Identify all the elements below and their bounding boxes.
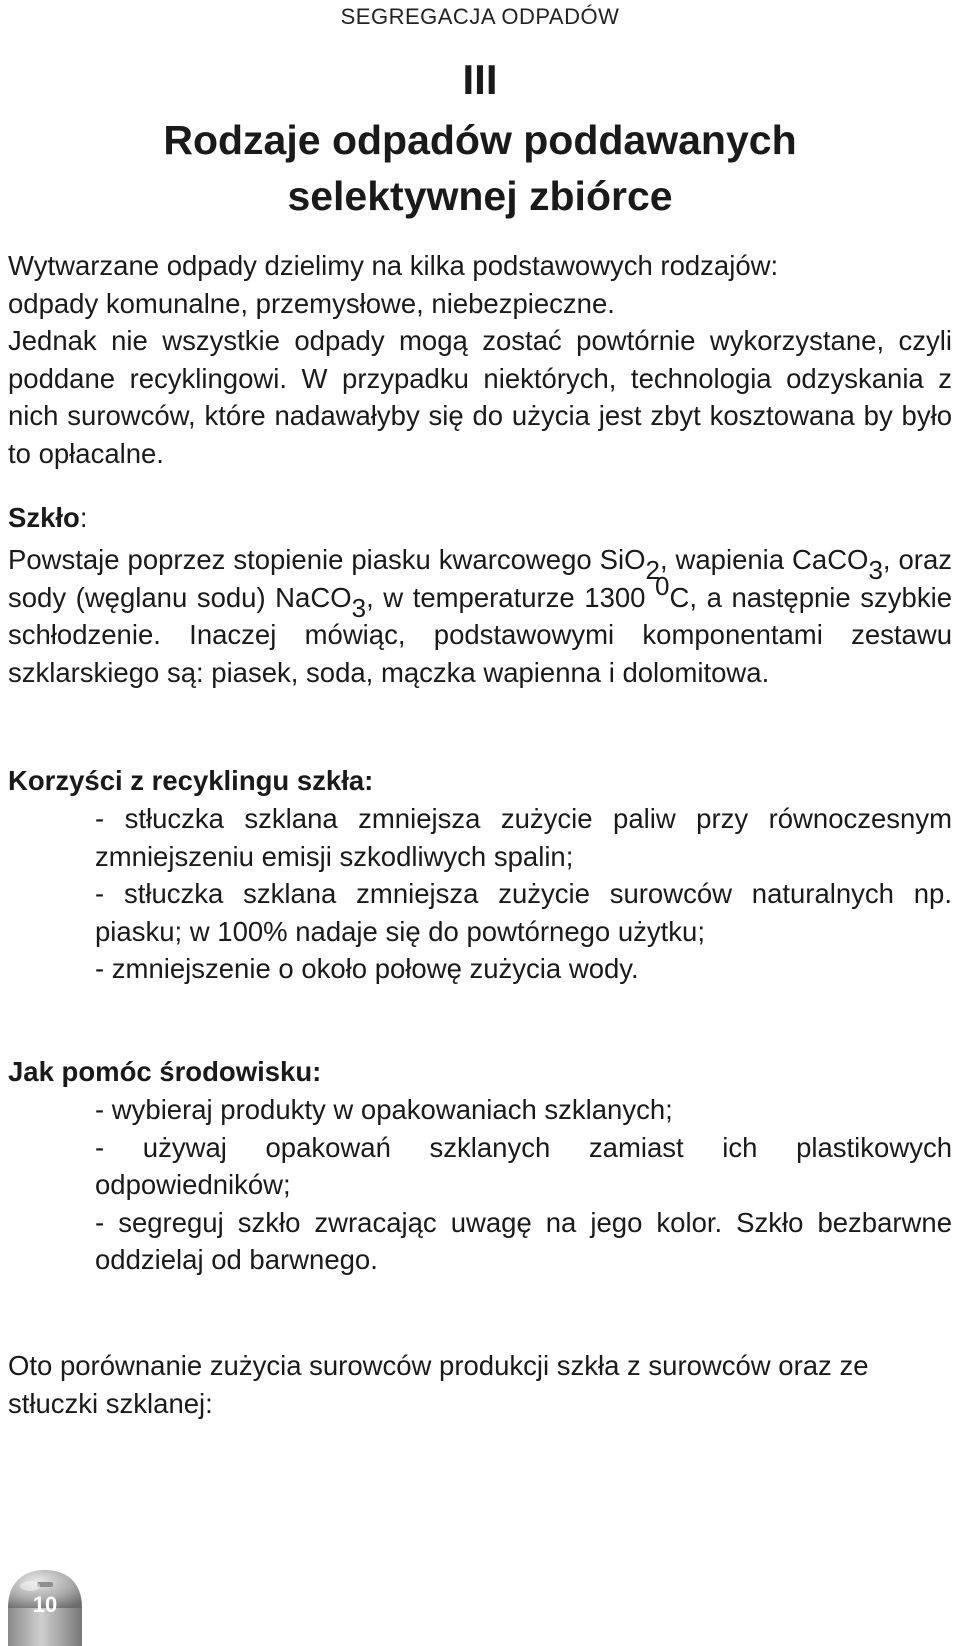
list-item: - stłuczka szklana zmniejsza zużycie surowców naturalnych np. piasku; w 100% nadaje się do powtórnego użytku; [95,878,952,947]
chapter-title [0,112,960,224]
glass-text: , w temperaturze 1300 [366,581,656,613]
comparison-paragraph: Oto porównanie zużycia surowców produkcji szkła z surowców oraz ze stłuczki szklanej: [8,1350,869,1419]
glass-heading-colon: : [79,502,88,533]
benefits-heading: Korzyści z recyklingu szkła: [8,765,374,796]
chapter-title-line: Rodzaje odpadów poddawanych [163,117,797,163]
glass-heading [8,502,87,534]
help-list [95,1091,952,1279]
list-item: - zmniejszenie o około połowę zużycia wody. [95,953,639,984]
glass-text: , wapienia CaCO [659,544,869,575]
intro-line: odpady komunalne, przemysłowe, niebezpieczne. [8,287,615,319]
subscript: 3 [868,555,883,585]
help-heading: Jak pomóc środowisku: [8,1056,322,1087]
glass-paragraph [8,541,952,691]
subscript: 2 [645,555,660,585]
page-number: 10 [32,1592,58,1617]
list-item: - segreguj szkło zwracając uwagę na jego kolor. Szkło bezbarwne oddzielaj od barwnego. [95,1206,952,1275]
intro-paragraph [8,247,952,472]
chapter-number: III [462,56,498,103]
glass-text: , oraz sody (węglanu sodu) NaCO [8,544,953,613]
list-item: - używaj opakowań szklanych zamiast ich plastikowych odpowiedników; [95,1131,952,1200]
intro-line: Wytwarzane odpady dzielimy na kilka podstawowych rodzajów: [8,250,779,281]
list-item: - stłuczka szklana zmniejsza zużycie paliw przy równoczesnym zmniejszeniu emisji szkodliwych spalin; [95,803,952,872]
running-header: SEGREGACJA ODPADÓW [340,4,620,29]
glass-text: C, a następnie szybkie schłodzenie. Inaczej mówiąc, podstawowymi komponentami zestawu szklarskiego są: piasek, soda, mączka wapienna i dolomitowa. [8,581,952,688]
glass-heading-label: Szkło [8,502,80,533]
chapter-title-line: selektywnej zbiórce [287,173,673,219]
benefits-list [95,800,952,988]
intro-paragraph-2: Jednak nie wszystkie odpady mogą zostać powtórnie wykorzystane, czyli poddane recyklingowi. W przypadku niektórych, technologia odzyskania z nich surowców, które nadawałyby się do użycia jest zbyt kosztowana by było to opłacalne. [8,325,952,469]
superscript: 0 [655,570,670,601]
list-item: - wybieraj produkty w opakowaniach szklanych; [95,1094,673,1125]
subscript: 3 [351,592,367,623]
glass-text: Powstaje poprzez stopienie piasku kwarcowego SiO [8,544,646,575]
